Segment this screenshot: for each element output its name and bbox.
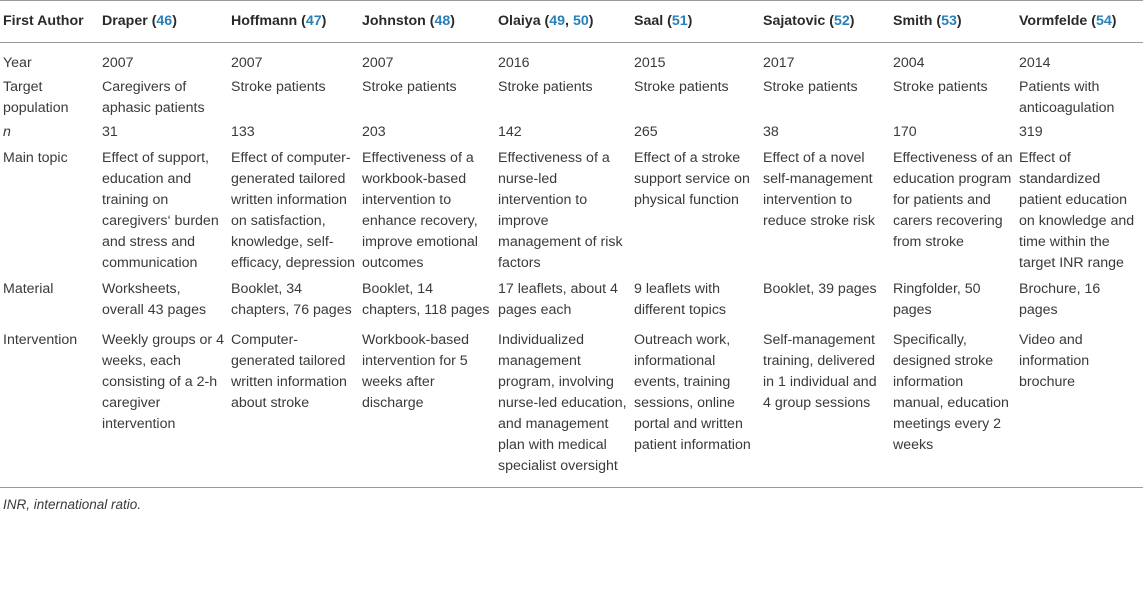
table-cell: 2015 (634, 55, 666, 71)
table-cell: 133 (231, 124, 255, 140)
table-cell: 17 leaflets, about 4 pages each (498, 281, 618, 318)
table-cell: 2014 (1019, 55, 1051, 71)
table-cell: Ringfolder, 50 pages (893, 281, 981, 318)
header-author-smith: Smith (53) (889, 1, 1015, 43)
table-cell: 265 (634, 124, 658, 140)
table-cell: Effect of a stroke support service on physical function (634, 150, 750, 208)
table-cell: Effect of a novel self-management intervention to reduce stroke risk (763, 150, 875, 229)
header-author-johnston: Johnston (48) (358, 1, 494, 43)
table-cell: Booklet, 34 chapters, 76 pages (231, 281, 352, 318)
table-cell: Patients with anticoagulation (1019, 79, 1115, 116)
table-cell: Effect of standardized patient education on knowledge and time within the target INR range (1019, 150, 1135, 271)
table-cell: Stroke patients (763, 79, 858, 95)
table-cell: 2017 (763, 55, 795, 71)
row-label: Target population (3, 79, 69, 116)
table-row-target-population (0, 74, 1143, 119)
table-row-material (0, 274, 1143, 321)
table-cell: 38 (763, 124, 779, 140)
table-cell: Effect of support, education and training on caregivers‘ burden and stress and communication (102, 150, 219, 271)
header-first-author: First Author (0, 1, 98, 43)
author-name: Johnston (362, 13, 426, 29)
table-cell: Stroke patients (634, 79, 729, 95)
table-cell: Computer-generated tailored written information about stroke (227, 321, 358, 488)
author-name: Sajatovic (763, 13, 826, 29)
reference-link[interactable]: 46 (156, 13, 173, 29)
table-cell: Effectiveness of a nurse-led intervention to improve management of risk factors (498, 150, 623, 271)
table-cell: 203 (362, 124, 386, 140)
table-cell: 142 (498, 124, 522, 140)
table-cell: 31 (102, 124, 118, 140)
table-cell: Stroke patients (231, 79, 326, 95)
reference-link[interactable]: 54 (1096, 13, 1112, 29)
table-cell: 2007 (231, 55, 263, 71)
table-cell: Booklet, 39 pages (763, 281, 877, 297)
table-cell: 2007 (102, 55, 134, 71)
reference-link[interactable]: 49 (549, 13, 566, 29)
table-cell: 319 (1019, 124, 1043, 140)
table-cell: Self-management training, delivered in 1 individual and 4 group sessions (759, 321, 889, 488)
reference-link[interactable]: 51 (671, 13, 688, 29)
reference-link[interactable]: 52 (833, 13, 850, 29)
table-cell: Booklet, 14 chapters, 118 pages (362, 281, 490, 318)
header-author-olaiya: Olaiya (49, 50) (494, 1, 630, 43)
author-name: Smith (893, 13, 933, 29)
table-row-n (0, 119, 1143, 143)
table-cell: Effectiveness of a workbook-based intervention to enhance recovery, improve emotional outcomes (362, 150, 478, 271)
table-cell: 9 leaflets with different topics (634, 281, 727, 318)
author-name: Saal (634, 13, 664, 29)
table-cell: Workbook-based intervention for 5 weeks after discharge (358, 321, 494, 488)
table-cell: Video and information brochure (1015, 321, 1143, 488)
table-row-main-topic (0, 143, 1143, 274)
table-cell: Outreach work, informational events, training sessions, online portal and written patient information (630, 321, 759, 488)
reference-link[interactable]: 47 (305, 13, 322, 29)
table-cell: Stroke patients (362, 79, 457, 95)
table-cell: Worksheets, overall 43 pages (102, 281, 207, 318)
reference-link[interactable]: 50 (572, 13, 589, 29)
table-cell: Weekly groups or 4 weeks, each consisting of a 2-h caregiver intervention (98, 321, 227, 488)
row-label: Material (3, 281, 54, 297)
table-cell: 2004 (893, 55, 925, 71)
table-cell: 170 (893, 124, 917, 140)
table-cell: Individualized management program, involving nurse-led education, and management plan with medical specialist oversight (494, 321, 630, 488)
table-cell: Stroke patients (498, 79, 593, 95)
header-author-draper: Draper (46) (98, 1, 227, 43)
author-name: Hoffmann (231, 13, 298, 29)
header-author-sajatovic: Sajatovic (52) (759, 1, 889, 43)
header-author-vormfelde: Vormfelde (54) (1015, 1, 1143, 43)
table-cell: Effect of computer-generated tailored written information on satisfaction, knowledge, self-efficacy, depression (231, 150, 356, 271)
table-cell: Effectiveness of an education program for patients and carers recovering from stroke (893, 150, 1013, 250)
table-cell: 2007 (362, 55, 394, 71)
table-cell: Specifically, designed stroke information manual, education meetings every 2 weeks (889, 321, 1015, 488)
table-cell: Stroke patients (893, 79, 988, 95)
header-author-hoffmann: Hoffmann (47) (227, 1, 358, 43)
table-header-row (0, 1, 1143, 43)
row-label: n (3, 124, 11, 140)
table-footnote: INR, international ratio. (3, 497, 142, 512)
table-cell: 2016 (498, 55, 530, 71)
header-author-saal: Saal (51) (630, 1, 759, 43)
reference-link[interactable]: 48 (434, 13, 451, 29)
table-cell: Brochure, 16 pages (1019, 281, 1101, 318)
reference-link[interactable]: 53 (941, 13, 957, 29)
table-row-year (0, 43, 1143, 75)
author-name: Draper (102, 13, 148, 29)
row-label: Main topic (3, 150, 68, 166)
author-name: Vormfelde (1019, 13, 1088, 29)
row-label: Intervention (0, 321, 98, 488)
table-row-intervention (0, 321, 1143, 488)
author-name: Olaiya (498, 13, 541, 29)
table-cell: Caregivers of aphasic patients (102, 79, 205, 116)
row-label: Year (3, 55, 32, 71)
